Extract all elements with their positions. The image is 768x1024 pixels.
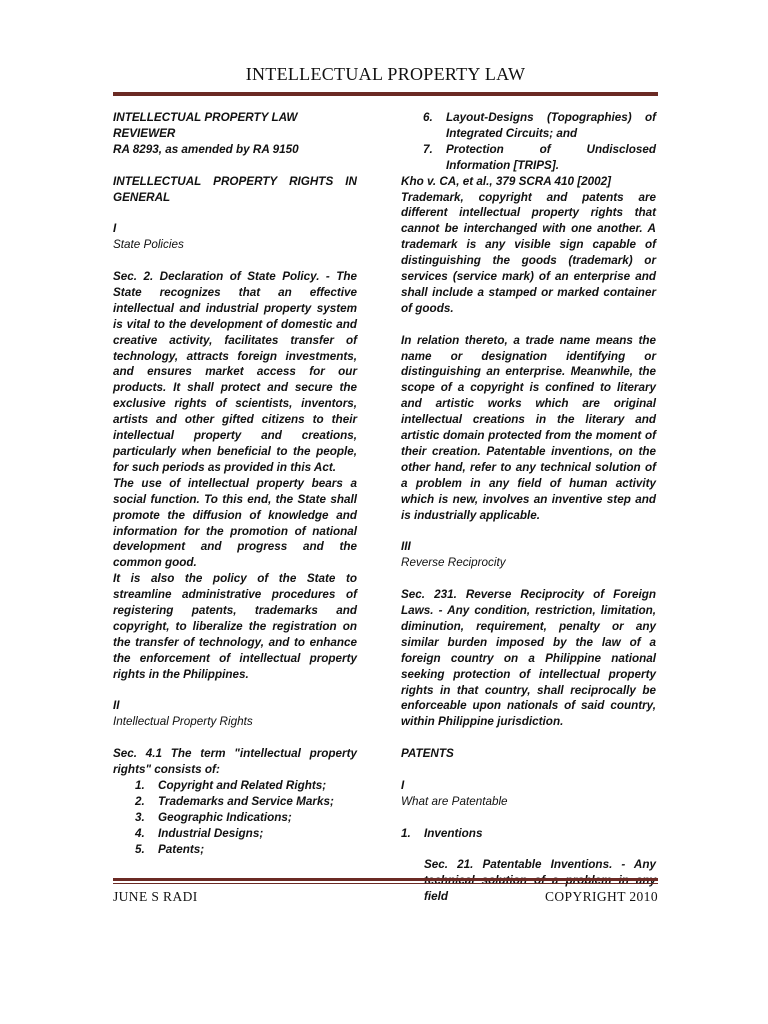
patentable-title: What are Patentable [401, 794, 508, 808]
part3-title: Reverse Reciprocity [401, 556, 506, 570]
patentable-numeral: I [401, 778, 405, 792]
list-item: 1. Inventions [401, 826, 483, 840]
part2-numeral: II [113, 699, 120, 713]
rights-list [113, 778, 357, 858]
sec2-paragraph-1: Sec. 2. Declaration of State Policy. - The State recognizes that an effective intellectual and industrial property system is vital to the development of domestic and creative activity, facilitates transfer of technology, attracts foreign investments, and ensures market access for our products. It shall protect and secure the exclusive rights of scientists, inventors, artists and other gifted citizens to their intellectual property and creations, particularly when beneficial to the people, for such periods as provided in this Act. [113, 270, 357, 474]
case-paragraph-1: Trademark, copyright and patents are different intellectual property rights that cannot be interchanged with one another. A trademark is any visible sign capable of distinguishing the goods (trademark) or services (service mark) of an enterprise and shall include a stamped or marked container of goods. [401, 190, 656, 315]
sec21-paragraph: Sec. 21. Patentable Inventions. - Any field [424, 858, 656, 904]
part1-title: State Policies [113, 238, 184, 252]
footer-author: JUNE S RADI [113, 889, 198, 904]
part3-numeral: III [401, 540, 411, 554]
case-paragraph-2: In relation thereto, a trade name means the name or designation identifying or distinguishing an enterprise. Meanwhile, the scope of a copyright is confined to literary and artistic works which are original intellectual creations in the literary and artistic domain protected from the moment of their creation. Patentable inventions, on the other hand, refer to any technical solution of a problem in any field of human activity which is new, involves an inventive step and is industrially applicable. [401, 333, 656, 522]
case-citation: Kho v. CA, et al., 379 SCRA 410 [2002] [401, 174, 612, 188]
list-item: 4. Industrial Designs; [135, 826, 264, 840]
section-title: INTELLECTUAL PROPERTY RIGHTS IN GENERAL [113, 174, 357, 204]
part1-numeral: I [113, 222, 117, 236]
list-item: 6. Layout-Designs (Topographies) of Integrated Circuits; and [423, 111, 656, 140]
header-rule [113, 90, 658, 96]
page-header-title: INTELLECTUAL PROPERTY LAW [245, 64, 526, 84]
footer-rule [113, 878, 658, 884]
list-item: 1. Copyright and Related Rights; [135, 778, 327, 792]
list-item: 5. Patents; [135, 842, 205, 856]
rights-list-continued [401, 110, 656, 174]
patents-title: PATENTS [401, 747, 454, 761]
right-column [401, 110, 656, 905]
reviewer-heading-line2: RA 8293, as amended by RA 9150 [113, 142, 299, 156]
left-column [113, 110, 357, 858]
inventions-list [401, 826, 656, 842]
list-item: 2. Trademarks and Service Marks; [135, 794, 334, 808]
reviewer-heading-line1: INTELLECTUAL PROPERTY LAW REVIEWER [113, 111, 298, 140]
sec2-paragraph-3: It is also the policy of the State to streamline administrative procedures of registering patents, trademarks and copyright, to liberalize the registration on the transfer of technology, and to enhance the enforcement of intellectual property rights in the Philippines. [113, 572, 357, 681]
sec2-paragraph-2: The use of intellectual property bears a social function. To this end, the State shall promote the diffusion of knowledge and information for the promotion of national development and progress and the common good. [113, 476, 357, 570]
list-item: 7. Protection of Undisclosed Information [TRIPS]. [423, 142, 656, 172]
sec231-paragraph: Sec. 231. Reverse Reciprocity of Foreign Laws. - Any condition, restriction, limitation, diminution, requirement, penalty or any similar burden imposed by the law of a foreign country on a Philippine national seeking protection of intellectual property rights in that country, shall reciprocally be enforceable upon nationals of said country, within Philippine jurisdiction. [401, 588, 656, 729]
list-item: 3. Geographic Indications; [135, 810, 292, 824]
part2-title: Intellectual Property Rights [113, 715, 253, 729]
sec41-intro: Sec. 4.1 The term "intellectual property rights" consists of: [113, 747, 357, 777]
footer-copyright: COPYRIGHT 2010 [545, 889, 658, 904]
